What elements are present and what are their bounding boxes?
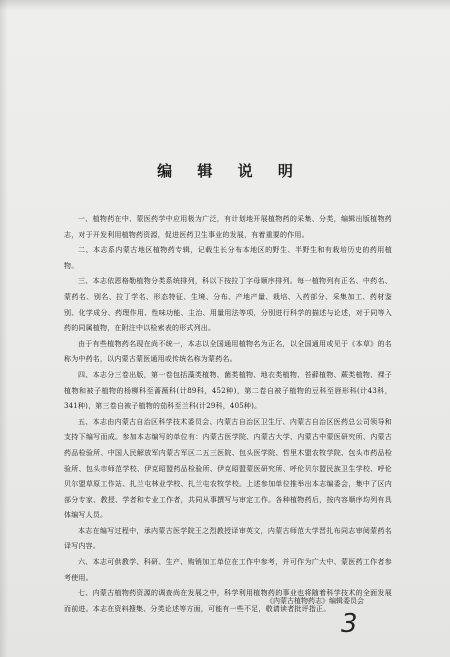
paragraph-6: 五、本志由内蒙古自治区科学技术委员会、内蒙古自治区卫生厅、内蒙古自治区医药总公司领导和支持下编写而成。参加本志编写的单位有：内蒙古医学院、内蒙古大学、内蒙古中蒙医研究所、内蒙古药品检验所、中国人民解放军内蒙古军区二五三医院、包头医学院、哲里木盟农牧学院、包头市药品检验所、包头市师范学校、伊克昭盟药品检验所、伊克昭盟蒙医研究所、呼伦贝尔盟民族卫生学校、呼伦贝尔盟草原工作站、扎兰屯林业学校、扎兰屯农牧学校。上述参加单位推举出本志编委会，集中了区内部分专家、教授、学者和专业工作者，共同从事撰写与审定工作。各种植物药后，按内容顺序均列有具体编写人员。 [64,417,392,520]
paragraph-7: 本志在编写过程中，承内蒙古医学院王之烈教授译审英文，内蒙古师范大学晋扎布同志审阅蒙药名译写内容。 [64,526,392,551]
editorial-committee-signature: 《内蒙古植物药志》编辑委员会 [266,597,364,605]
page-title: 编 辑 说 明 [157,162,303,180]
paragraph-1: 一、植物药在中、蒙医药学中应用极为广泛，有计划地开展植物药的采集、分类，编辑出版植物药志，对于开发利用植物药资源，促进医药卫生事业的发展，有着重要的作用。 [64,215,392,239]
paragraph-5: 四、本志分三卷出版，第一卷包括藻类植物、菌类植物、地衣类植物、苔藓植物、蕨类植物、裸子植物和被子植物的杨柳科至蔷薇科(计89科，452种)，第二卷自被子植物的豆科至唇形科(计43科，341种)，第三卷自被子植物的茄科至兰科(计29科，405种)。 [64,370,392,411]
scan-edge-shadow-top [0,0,450,10]
paragraph-3: 三、本志依恩格勒植物分类系统排列，科以下按拉丁字母顺序排列。每一植物列有正名、中药名、蒙药名、别名、拉丁学名、形态特征、生境、分布、产地产量、栽培、入药部分、采集加工、药材鉴别、化学成分、药理作用、性味功能、主治、用量用法等项，分别进行科学的描述与论述，对于同等入药的同属植物，在附注中以检索表的形式列出。 [64,277,392,333]
body-text [64,212,392,617]
scan-edge-shadow-left [0,0,8,657]
paragraph-9: 七、内蒙古植物药资源的调查尚在发展之中，科学利用植物药的事业也将随着科学技术的全面发展而前进。本志在资料搜集、分类论述等方面，可能有一些不足，敬请读者批评指正。 [64,589,392,613]
paragraph-2: 二、本志系内蒙古地区植物药专辑，记载生长分布本地区的野生、半野生和有栽培历史的药用植物。 [64,246,392,270]
page-number: 3 [341,609,358,639]
paragraph-4: 由于有些植物药名现在尚不统一，本志以全国通用植物名为正名，以全国通用或见于《本草》的名称为中药名，以内蒙古蒙医通用或传统名称为蒙药名。 [64,339,392,364]
paragraph-8: 六、本志可供教学、科研、生产、购销加工单位在工作中参考，并可作为广大中、蒙医药工作者参考使用。 [64,558,392,582]
